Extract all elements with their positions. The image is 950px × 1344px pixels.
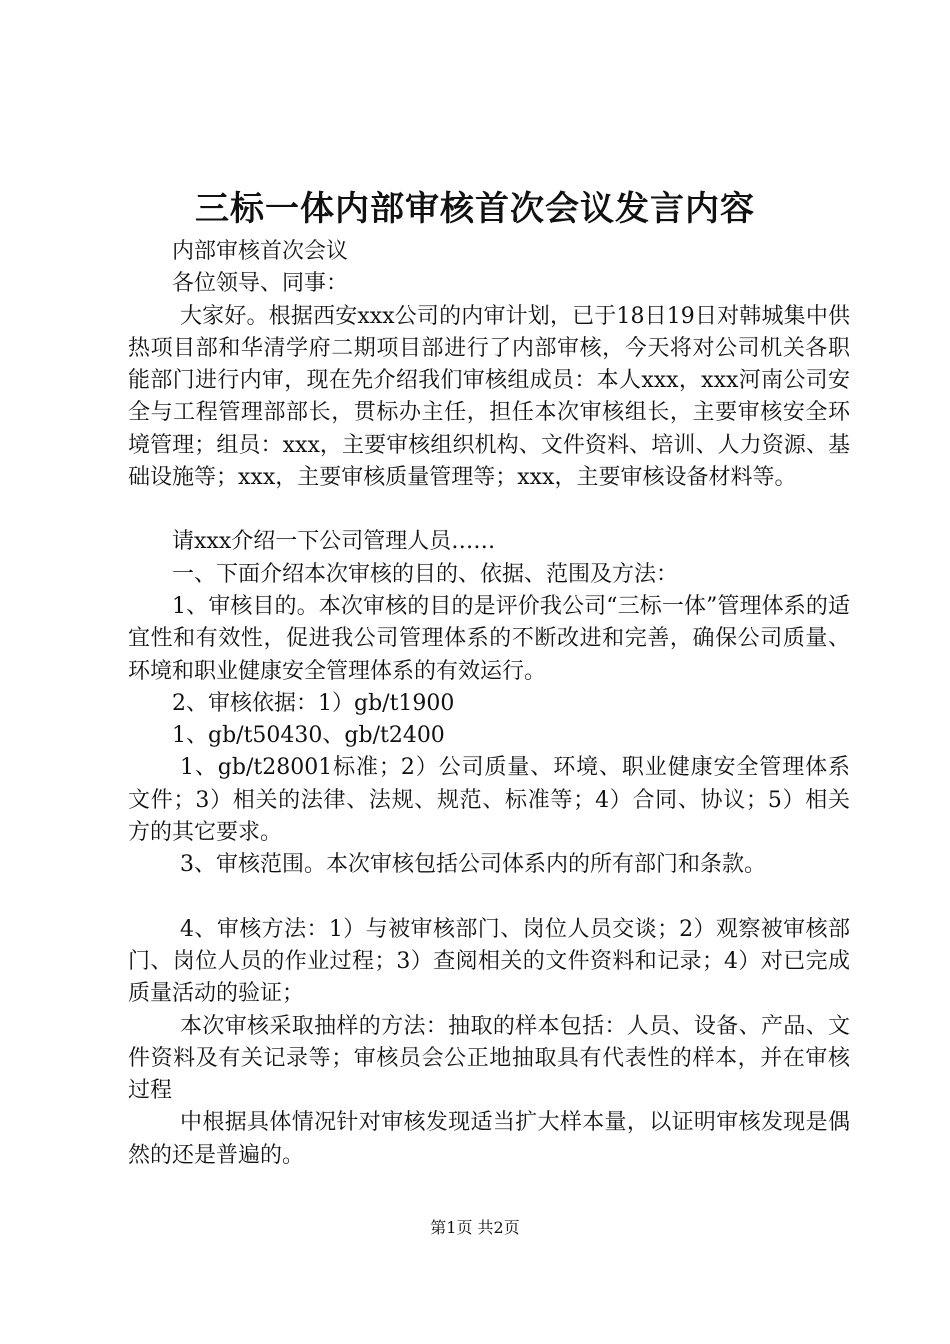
paragraph-sampling-continued: 中根据具体情况针对审核发现适当扩大样本量，以证明审核发现是偶然的还是普遍的。: [128, 1110, 850, 1168]
document-title: 三标一体内部审核首次会议发言内容: [195, 189, 755, 229]
paragraph-salutation: 各位领导、同事：: [172, 271, 349, 297]
paragraph-sampling-method: 本次审核采取抽样的方法：抽取的样本包括：人员、设备、产品、文件资料及有关记录等；审核员会公正地抽取具有代表性的样本，并在审核过程: [128, 1013, 850, 1104]
document-body: [128, 236, 850, 1172]
paragraph-audit-basis-continued: 1、gb/t50430、gb/t2400: [172, 723, 445, 749]
paragraph-meeting-name: 内部审核首次会议: [172, 239, 349, 264]
paragraph-audit-basis: 2、审核依据：1）gb/t1900: [172, 690, 455, 716]
paragraph-audit-method: 4、审核方法：1）与被审核部门、岗位人员交谈；2）观察被审核部门、岗位人员的作业过程；3）查阅相关的文件资料和记录；4）对已完成质量活动的验证；: [128, 916, 850, 1007]
paragraph-audit-scope: 3、审核范围。本次审核包括公司体系内的所有部门和条款。: [180, 852, 766, 878]
paragraph-manager-intro: 请xxx介绍一下公司管理人员……: [172, 529, 496, 555]
page-footer: 第1页 共2页: [430, 1218, 520, 1237]
paragraph-audit-purpose: 1、审核目的。本次审核的目的是评价我公司“三标一体”管理体系的适宜性和有效性，促进我公司管理体系的不断改进和完善，确保公司质量、环境和职业健康安全管理体系的有效运行。: [128, 593, 850, 684]
paragraph-section-one-heading: 一、下面介绍本次审核的目的、依据、范围及方法：: [172, 561, 679, 587]
paragraph-spacer: [128, 882, 850, 914]
paragraph-introduction: 大家好。根据西安xxx公司的内审计划，已于18日19日对韩城集中供热项目部和华清学府二期项目部进行了内部审核，今天将对公司机关各职能部门进行内审，现在先介绍我们审核组成员：本人xxx，xxx河南公司安全与工程管理部部长，贯标办主任，担任本次审核组长，主要审核安全环境管理；组员：xxx，主要审核组织机构、文件资料、培训、人力资源、基础设施等；xxx，主要审核质量管理等；xxx，主要审核设备材料等。: [128, 303, 850, 491]
paragraph-spacer: [128, 494, 850, 526]
paragraph-audit-basis-standards: 1、gb/t28001标准；2）公司质量、环境、职业健康安全管理体系文件；3）相关的法律、法规、规范、标准等；4）合同、协议；5）相关方的其它要求。: [128, 755, 850, 846]
